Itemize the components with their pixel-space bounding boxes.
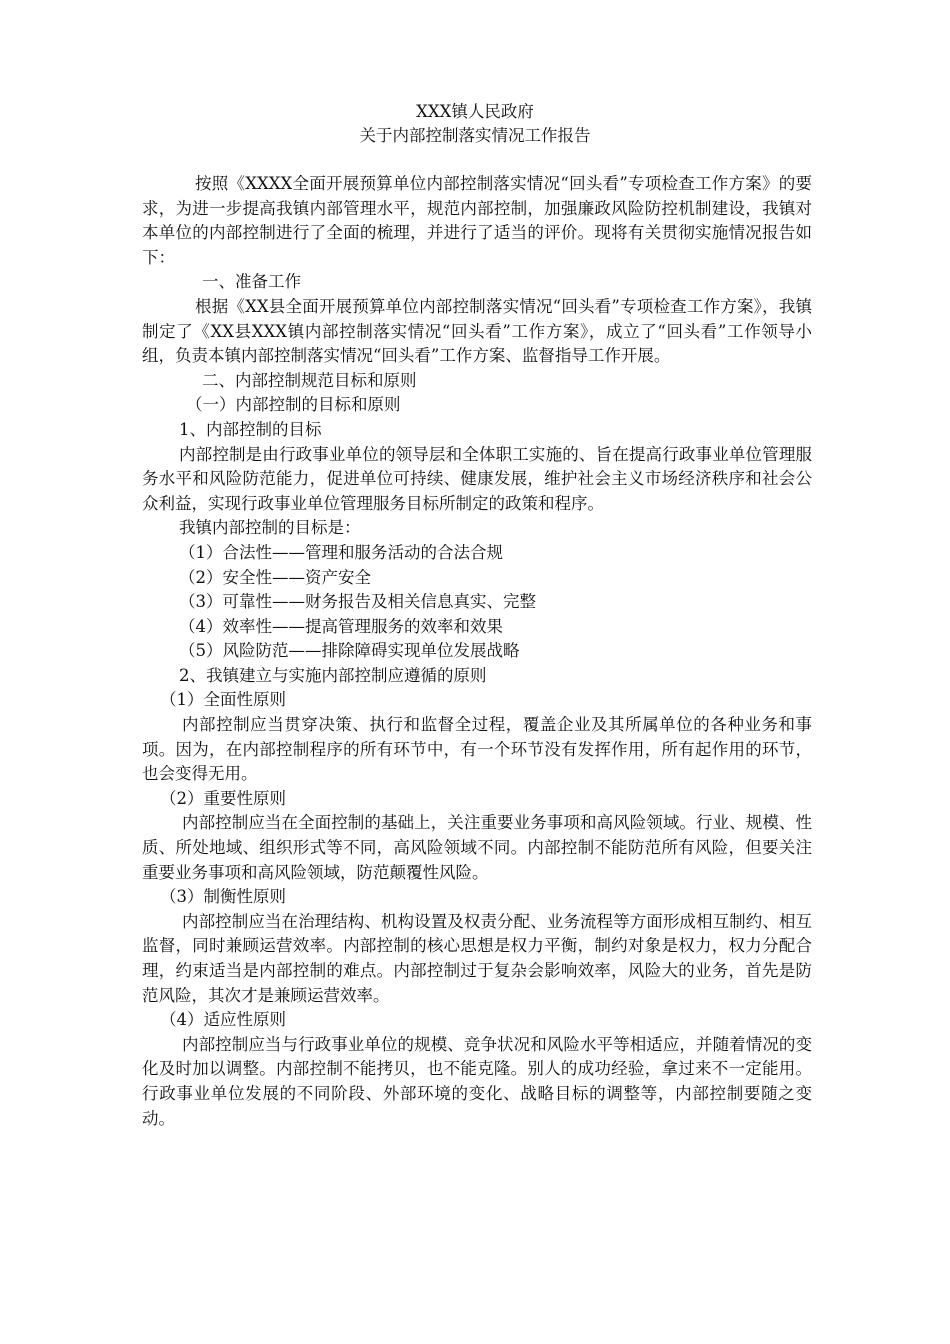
document-title-line-2: 关于内部控制落实情况工作报告 (359, 126, 591, 145)
preparation-paragraph: 根据《XX县全面开展预算单位内部控制落实情况“回头看”专项检查工作方案》，我镇制定了《XX县XXX镇内部控制落实情况“回头看”工作方案》，成立了“回头看”工作领导小组，负责本镇内部控制落实情况“回头看”工作方案、监督指导工作开展。 (142, 296, 812, 366)
principle-paragraph: 内部控制应当在全面控制的基础上，关注重要业务事项和高风险领域。行业、规模、性质、所处地域、组织形式等不同，高风险领域不同。内部控制不能防范所有风险，但要关注重要业务事项和高风险领域，防范颠覆性风险。 (142, 813, 812, 882)
objective-item: （3）可靠性——财务报告及相关信息真实、完整 (179, 592, 536, 612)
intro-paragraph: 按照《XXXX全面开展预算单位内部控制落实情况“回头看”专项检查工作方案》的要求，为进一步提高我镇内部管理水平，规范内部控制，加强廉政风险防控机制建设，我镇对本单位的内部控制进行了全面的梳理，并进行了适当的评价。现将有关贯彻实施情况报告如下： (142, 174, 812, 267)
principle-paragraph: 内部控制应当在治理结构、机构设置及权责分配、业务流程等方面形成相互制约、相互监督，同时兼顾运营效率。内部控制的核心思想是权力平衡，制约对象是权力，权力分配合理，约束适当是内部控制的难点。内部控制过于复杂会影响效率，风险大的业务，首先是防范风险，其次才是兼顾运营效率。 (142, 911, 812, 1005)
subheading-objectives: 1、内部控制的目标 (179, 419, 322, 439)
principle-heading: （2）重要性原则 (160, 788, 286, 808)
section-heading-objectives-principles: 二、内部控制规范目标和原则 (202, 370, 417, 390)
section-heading-preparation: 一、准备工作 (202, 272, 301, 292)
objectives-paragraph: 内部控制是由行政事业单位的领导层和全体职工实施的、旨在提高行政事业单位管理服务水平和风险防范能力，促进单位可持续、健康发展，维护社会主义市场经济秩序和社会公众利益，实现行政事业单位管理服务目标所制定的政策和程序。 (142, 444, 812, 513)
principle-heading: （3）制衡性原则 (160, 887, 286, 907)
principle-paragraph: 内部控制应当与行政事业单位的规模、竞争状况和风险水平等相适应，并随着情况的变化及时加以调整。内部控制不能拷贝，也不能克隆。别人的成功经验，拿过来不一定能用。行政事业单位发展的不同阶段、外部环境的变化、战略目标的调整等，内部控制要随之变动。 (142, 1034, 812, 1128)
objective-item: （4）效率性——提高管理服务的效率和效果 (179, 616, 503, 636)
our-objectives-intro: 我镇内部控制的目标是： (179, 518, 361, 538)
objective-item: （1）合法性——管理和服务活动的合法合规 (179, 542, 503, 562)
objective-item: （5）风险防范——排除障碍实现单位发展战略 (179, 641, 520, 661)
principle-heading: （4）适应性原则 (160, 1010, 286, 1030)
subsection-heading-objectives-principles: （一）内部控制的目标和原则 (186, 395, 401, 415)
objective-item: （2）安全性——资产安全 (179, 567, 371, 587)
document-body (142, 172, 812, 1131)
subheading-principles: 2、我镇建立与实施内部控制应遵循的原则 (179, 665, 487, 685)
principle-paragraph: 内部控制应当贯穿决策、执行和监督全过程，覆盖企业及其所属单位的各种业务和事项。因为，在内部控制程序的所有环节中，有一个环节没有发挥作用，所有起作用的环节，也会变得无用。 (142, 715, 812, 784)
principle-heading: （1）全面性原则 (160, 690, 286, 710)
document-title-line-1: XXX镇人民政府 (416, 102, 534, 121)
